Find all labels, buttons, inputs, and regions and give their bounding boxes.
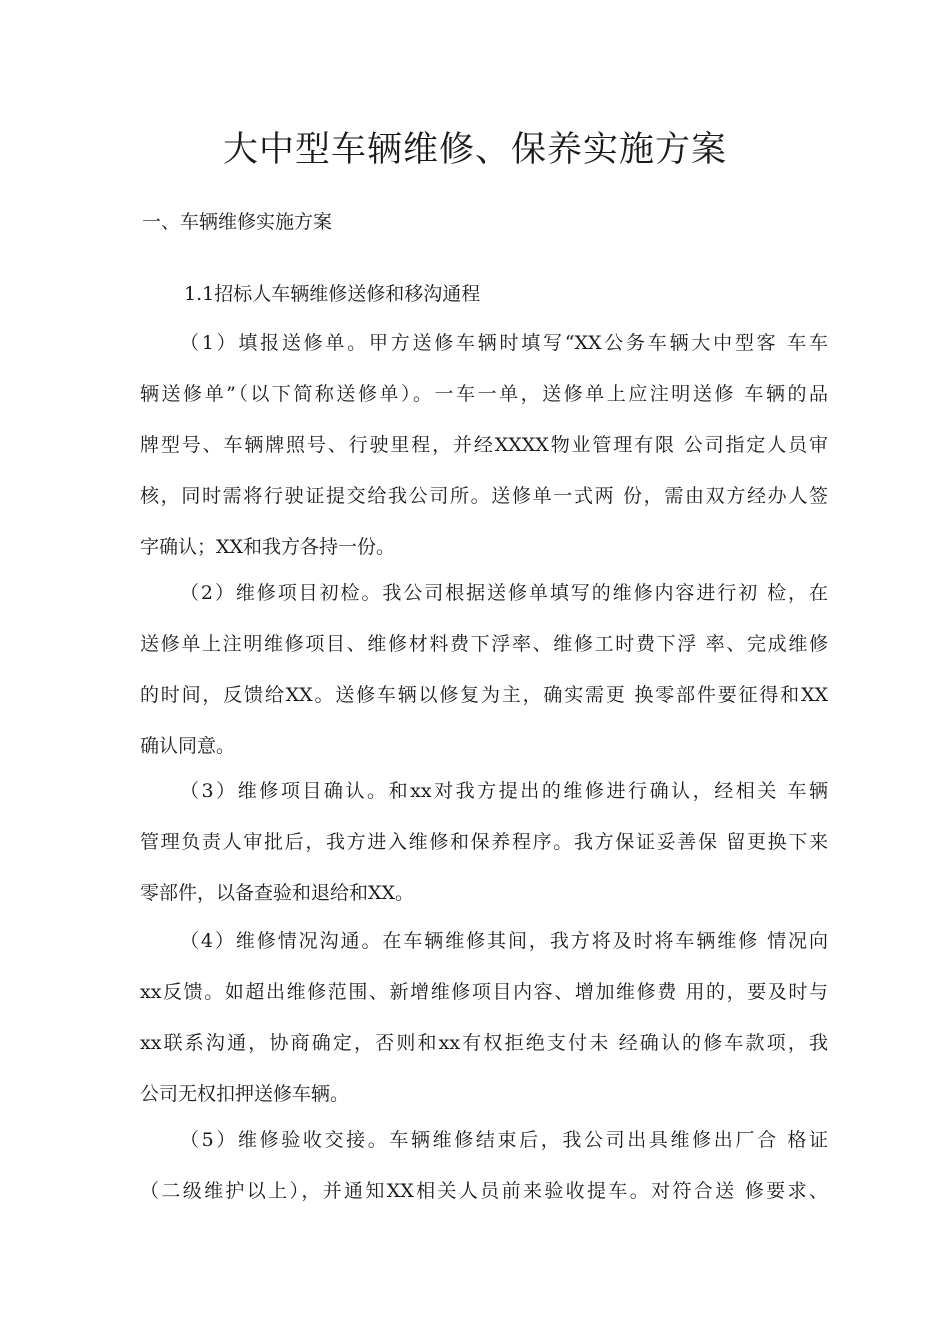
paragraph-line: 送修单上注明维修项目、维修材料费下浮率、维修工时费下浮 率、完成维修 <box>140 633 828 655</box>
document-title: 大中型车辆维修、保养实施方案 <box>222 130 727 170</box>
paragraph-initial-inspection <box>140 568 828 772</box>
section-heading: 一、车辆维修实施方案 <box>142 211 333 233</box>
paragraph-line: （1）填报送修单。甲方送修车辆时填写“XX公务车辆大中型客 车车 <box>180 332 828 354</box>
paragraph-line: 辆送修单”（以下简称送修单）。一车一单，送修单上应注明送修 车辆的品 <box>140 383 828 405</box>
paragraph-line: 管理负责人审批后，我方进入维修和保养程序。我方保证妥善保 留更换下来 <box>140 831 828 853</box>
paragraph-line: 核，同时需将行驶证提交给我公司所。送修单一式两 份，需由双方经办人签 <box>140 485 828 507</box>
subsection-heading: 1.1招标人车辆维修送修和移沟通程 <box>184 283 481 305</box>
paragraph-line: （3）维修项目确认。和xx对我方提出的维修进行确认，经相关 车辆 <box>180 780 828 802</box>
paragraph-line: （4）维修情况沟通。在车辆维修其间，我方将及时将车辆维修 情况向 <box>180 930 828 952</box>
paragraph-line: （二级维护以上），并通知XX相关人员前来验收提车。对符合送 修要求、 <box>140 1180 828 1202</box>
paragraph-line: 的时间，反馈给XX。送修车辆以修复为主，确实需更 换零部件要征得和XX <box>140 684 828 706</box>
paragraph-line: 确认同意。 <box>140 735 236 757</box>
paragraph-line: xx联系沟通，协商确定，否则和xx有权拒绝支付未 经确认的修车款项，我 <box>140 1032 828 1054</box>
paragraph-line: （5）维修验收交接。车辆维修结束后，我公司出具维修出厂合 格证 <box>180 1129 828 1151</box>
paragraph-line: 零部件，以备查验和退给和XX。 <box>140 882 415 904</box>
paragraph-fill-repair-order <box>140 318 828 573</box>
paragraph-line: 字确认；XX和我方各持一份。 <box>140 536 396 558</box>
paragraph-acceptance-handover <box>140 1115 828 1217</box>
paragraph-line: （2）维修项目初检。我公司根据送修单填写的维修内容进行初 检，在 <box>180 582 828 604</box>
paragraph-line: xx反馈。如超出维修范围、新增维修项目内容、增加维修费 用的，要及时与 <box>140 981 828 1003</box>
paragraph-line: 牌型号、车辆牌照号、行驶里程，并经XXXX物业管理有限 公司指定人员审 <box>140 434 828 456</box>
paragraph-repair-communication <box>140 916 828 1120</box>
paragraph-line: 公司无权扣押送修车辆。 <box>140 1083 350 1105</box>
paragraph-item-confirmation <box>140 766 828 919</box>
